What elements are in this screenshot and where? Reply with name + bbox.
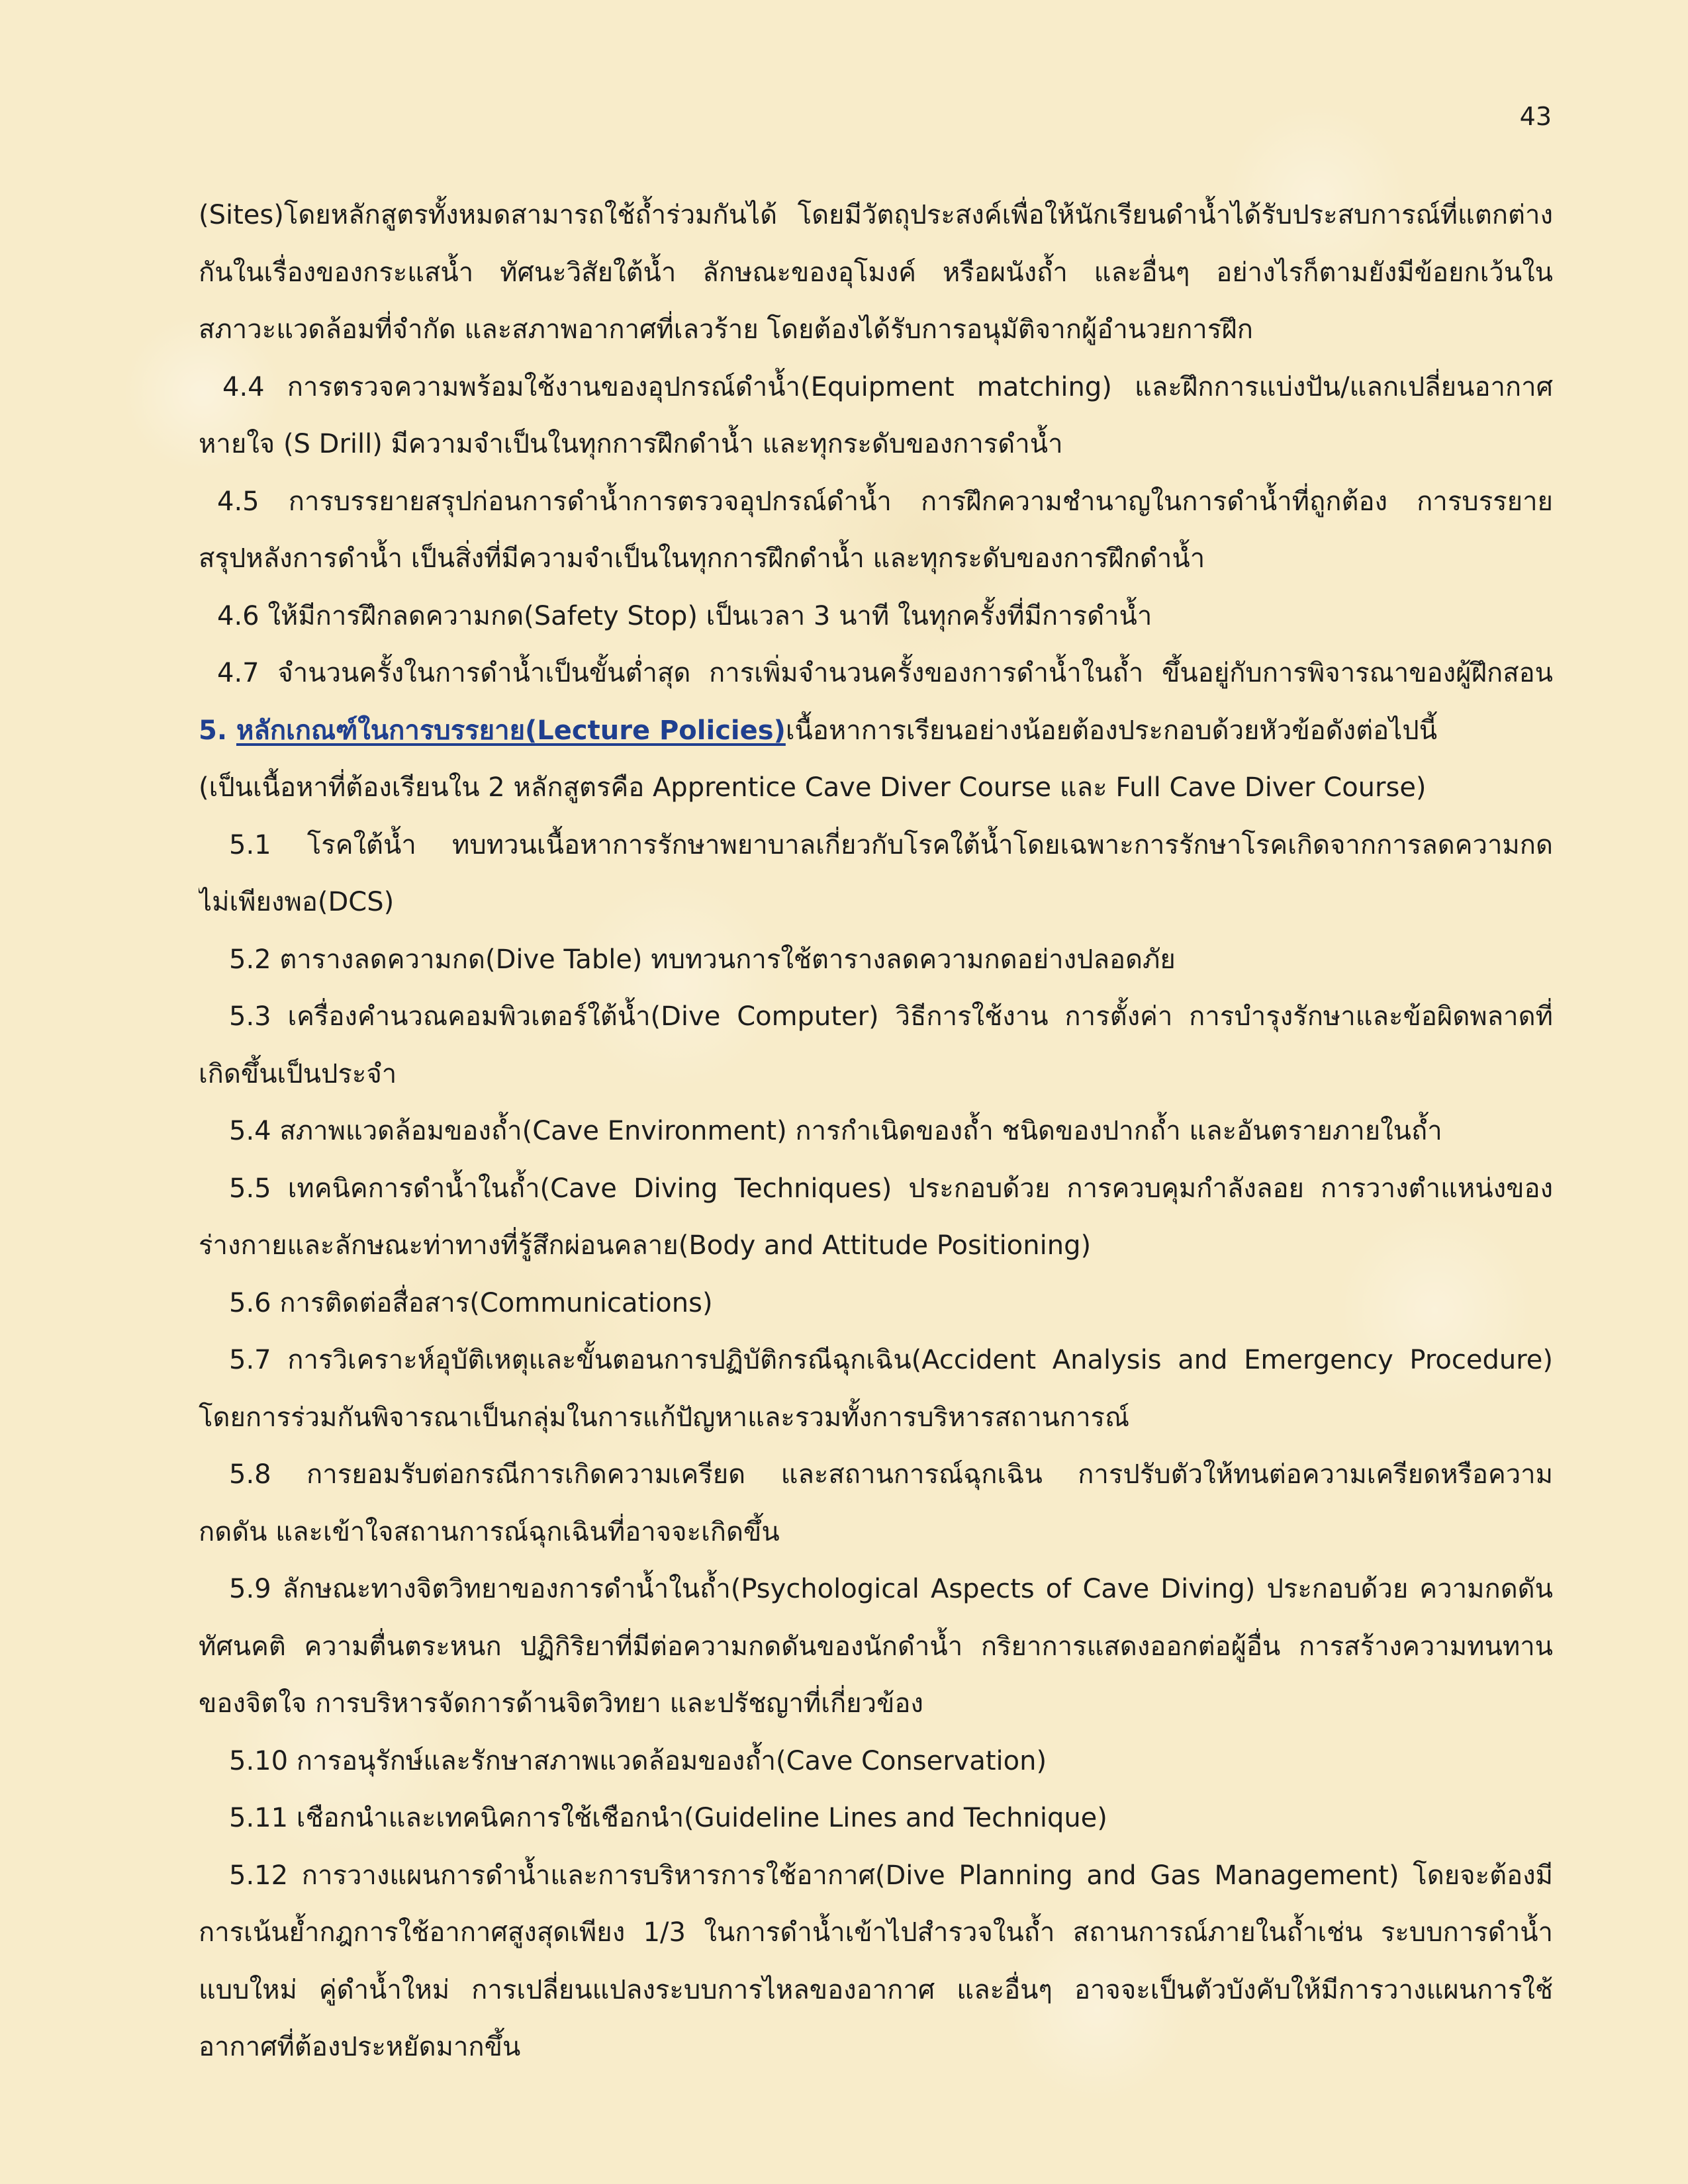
paragraph-line: กันในเรื่องของกระแสน้ำ ทัศนะวิสัยใต้น้ำ ลักษณะของอุโมงค์ หรือผนังถ้ำ และอื่นๆ อย่างไรก็ตามยังมีข้อยกเว้นใน	[199, 257, 1553, 288]
paragraph-line: (เป็นเนื้อหาที่ต้องเรียนใน 2 หลักสูตรคือ Apprentice Cave Diver Course และ Full Cave Diver Course)	[199, 772, 1427, 803]
list-item-5-9: 5.9 ลักษณะทางจิตวิทยาของการดำน้ำในถ้ำ(Psychological Aspects of Cave Diving) ประกอบด้วย ความกดดัน	[229, 1574, 1553, 1604]
list-item-5-8: 5.8 การยอมรับต่อกรณีการเกิดความเครียด และสถานการณ์ฉุกเฉิน การปรับตัวให้ทนต่อความเครียดหรือความ	[229, 1459, 1553, 1490]
list-item-5-5: 5.5 เทคนิคการดำน้ำในถ้ำ(Cave Diving Techniques) ประกอบด้วย การควบคุมกำลังลอย การวางตำแหน่งของ	[229, 1173, 1553, 1204]
paragraph-line: สรุปหลังการดำน้ำ เป็นสิ่งที่มีความจำเป็นในทุกการฝึกดำน้ำ และทุกระดับของการฝึกดำน้ำ	[199, 543, 1205, 574]
paragraph-line: แบบใหม่ คู่ดำน้ำใหม่ การเปลี่ยนแปลงระบบการไหลของอากาศ และอื่นๆ อาจจะเป็นตัวบังคับให้มีการวางแผนการใช้	[199, 1974, 1553, 2005]
paragraph-line: (Sites)โดยหลักสูตรทั้งหมดสามารถใช้ถ้ำร่วมกันได้ โดยมีวัตถุประสงค์เพื่อให้นักเรียนดำน้ำได้รับประสบการณ์ที่แตกต่าง	[199, 200, 1553, 230]
paragraph-line: ร่างกายและลักษณะท่าทางที่รู้สึกผ่อนคลาย(Body and Attitude Positioning)	[199, 1230, 1092, 1261]
list-item-5-4: 5.4 สภาพแวดล้อมของถ้ำ(Cave Environment) การกำเนิดของถ้ำ ชนิดของปากถ้ำ และอันตรายภายในถ้ำ	[229, 1116, 1442, 1146]
paragraph-line: ทัศนคติ ความตื่นตระหนก ปฏิกิริยาที่มีต่อความกดดันของนักดำน้ำ กริยาการแสดงออกต่อผู้อื่น การสร้างความทนทาน	[199, 1631, 1553, 1662]
list-item-5-7: 5.7 การวิเคราะห์อุบัติเหตุและขั้นตอนการปฏิบัติกรณีฉุกเฉิน(Accident Analysis and Emergency Procedure)	[229, 1345, 1553, 1375]
list-item-5-12: 5.12 การวางแผนการดำน้ำและการบริหารการใช้อากาศ(Dive Planning and Gas Management) โดยจะต้องมี	[229, 1860, 1553, 1891]
list-item-5-10: 5.10 การอนุรักษ์และรักษาสภาพแวดล้อมของถ้ำ(Cave Conservation)	[229, 1745, 1047, 1776]
list-item-4-4: 4.4 การตรวจความพร้อมใช้งานของอุปกรณ์ดำน้ำ(Equipment matching) และฝึกการแบ่งปัน/แลกเปลี่ยนอากาศ	[222, 371, 1553, 402]
section-5-intro: เนื้อหาการเรียนอย่างน้อยต้องประกอบด้วยหัวข้อดังต่อไปนี้	[785, 715, 1438, 746]
paragraph-line: อากาศที่ต้องประหยัดมากขึ้น	[199, 2032, 521, 2062]
paragraph-line: กดดัน และเข้าใจสถานการณ์ฉุกเฉินที่อาจจะเกิดขึ้น	[199, 1516, 780, 1547]
paragraph-line: เกิดขึ้นเป็นประจำ	[199, 1058, 397, 1089]
page-number: 43	[1519, 102, 1552, 131]
paragraph-line: การเน้นย้ำกฎการใช้อากาศสูงสุดเพียง 1/3 ในการดำน้ำเข้าไปสำรวจในถ้ำ สถานการณ์ภายในถ้ำเช่น ระบบการดำน้ำ	[199, 1917, 1553, 1948]
paragraph-line: โดยการร่วมกันพิจารณาเป็นกลุ่มในการแก้ปัญหาและรวมทั้งการบริหารสถานการณ์	[199, 1402, 1130, 1433]
section-5-title-link[interactable]: หลักเกณฑ์ในการบรรยาย(Lecture Policies)	[236, 715, 786, 746]
list-item-5-11: 5.11 เชือกนำและเทคนิคการใช้เชือกนำ(Guideline Lines and Technique)	[229, 1803, 1107, 1833]
paragraph-line: หายใจ (S Drill) มีความจำเป็นในทุกการฝึกดำน้ำ และทุกระดับของการดำน้ำ	[199, 429, 1063, 459]
paragraph-line: ของจิตใจ การบริหารจัดการด้านจิตวิทยา และปรัชญาที่เกี่ยวข้อง	[199, 1688, 923, 1719]
list-item-4-7: 4.7 จำนวนครั้งในการดำน้ำเป็นขั้นต่ำสุด การเพิ่มจำนวนครั้งของการดำน้ำในถ้ำ ขึ้นอยู่กับการพิจารณาของผู้ฝึกสอน	[217, 658, 1553, 688]
document-body	[199, 187, 1553, 2076]
list-item-5-1: 5.1 โรคใต้น้ำ ทบทวนเนื้อหาการรักษาพยาบาลเกี่ยวกับโรคใต้น้ำโดยเฉพาะการรักษาโรคเกิดจากการลดความกด	[229, 829, 1553, 860]
section-5-heading	[199, 702, 1553, 760]
list-item-5-3: 5.3 เครื่องคำนวณคอมพิวเตอร์ใต้น้ำ(Dive Computer) วิธีการใช้งาน การตั้งค่า การบำรุงรักษาและข้อผิดพลาดที่	[229, 1001, 1553, 1032]
list-item-4-5: 4.5 การบรรยายสรุปก่อนการดำน้ำการตรวจอุปกรณ์ดำน้ำ การฝึกความชำนาญในการดำน้ำที่ถูกต้อง การบรรยาย	[217, 486, 1553, 517]
paragraph-line: ไม่เพียงพอ(DCS)	[199, 887, 395, 917]
list-item-5-2: 5.2 ตารางลดความกด(Dive Table) ทบทวนการใช้ตารางลดความกดอย่างปลอดภัย	[229, 944, 1176, 975]
list-item-4-6: 4.6 ให้มีการฝึกลดความกด(Safety Stop) เป็นเวลา 3 นาที ในทุกครั้งที่มีการดำน้ำ	[217, 600, 1152, 631]
list-item-5-6: 5.6 การติดต่อสื่อสาร(Communications)	[229, 1287, 713, 1318]
section-5-number: 5.	[199, 715, 228, 746]
paragraph-line: สภาวะแวดล้อมที่จำกัด และสภาพอากาศที่เลวร้าย โดยต้องได้รับการอนุมัติจากผู้อำนวยการฝึก	[199, 314, 1253, 345]
